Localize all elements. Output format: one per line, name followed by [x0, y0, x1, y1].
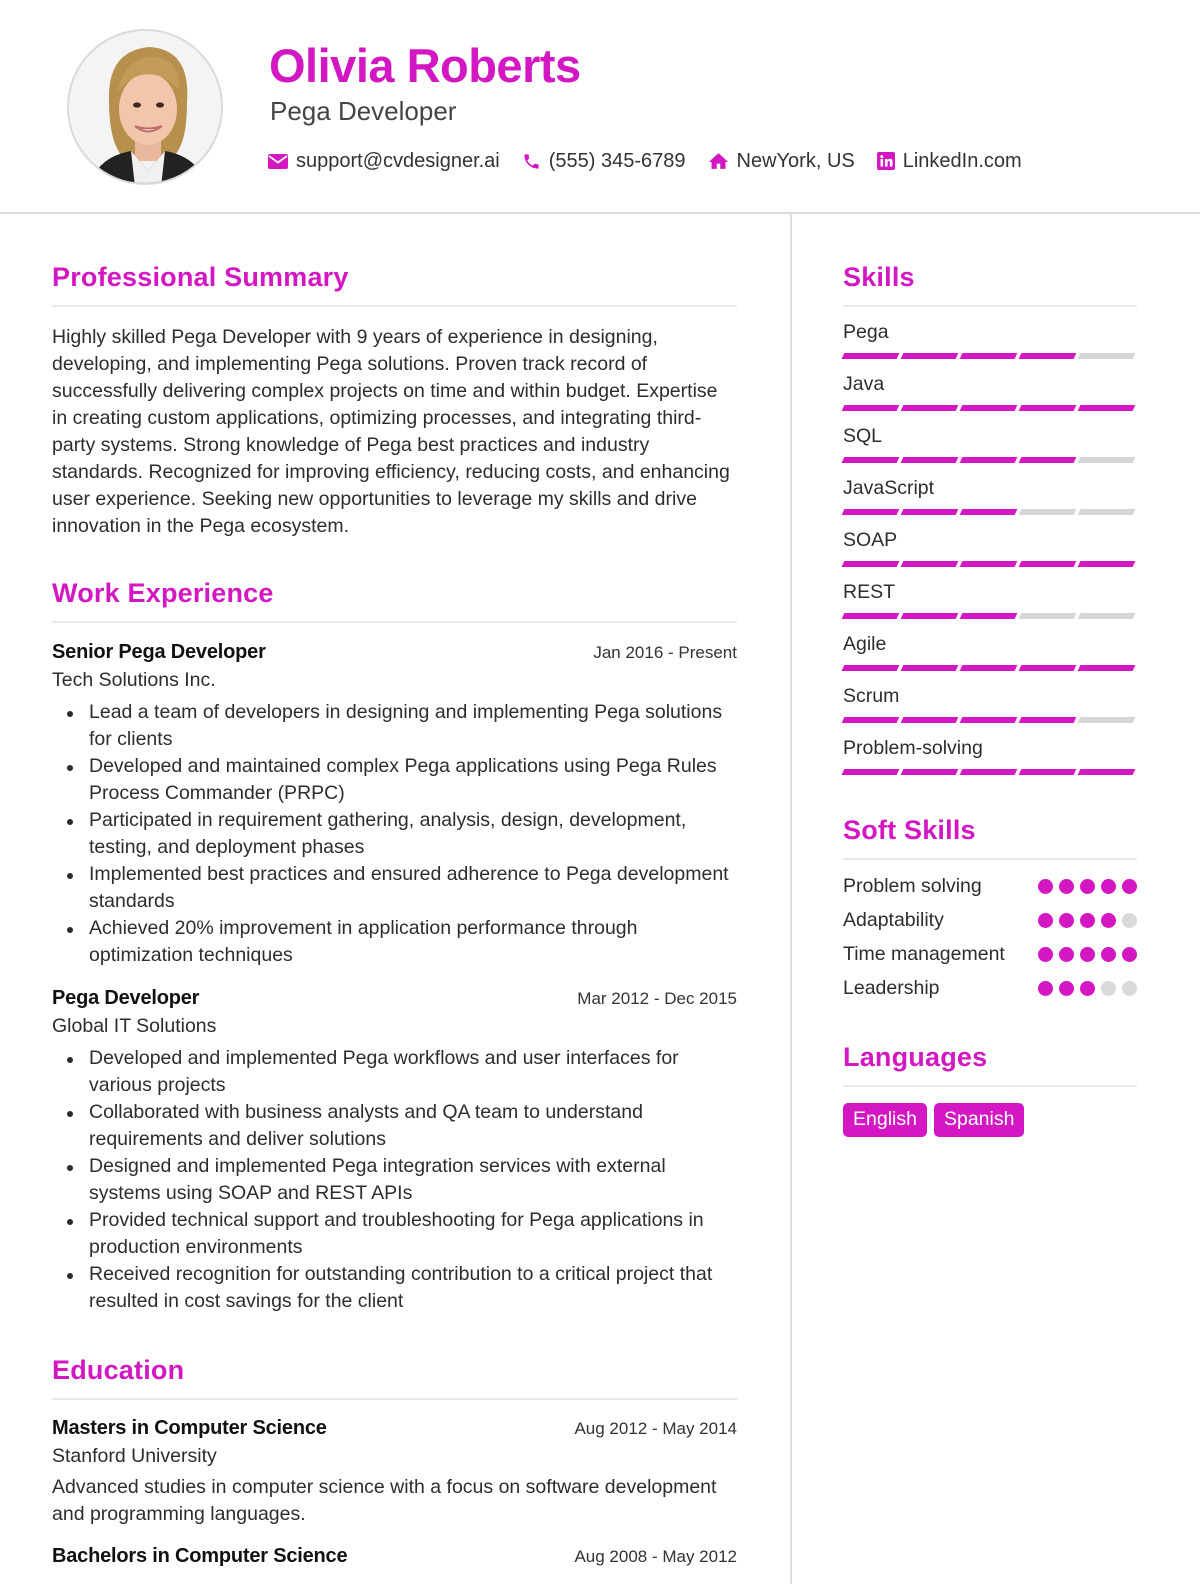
- side-column: [843, 262, 1137, 1137]
- skills-heading: Skills: [843, 262, 1137, 307]
- experience-heading: Work Experience: [52, 578, 737, 623]
- skill-level-segment: [901, 353, 959, 359]
- rating-dot: [1080, 947, 1095, 962]
- profile-photo: [69, 31, 223, 185]
- skill-level-segment: [842, 405, 900, 411]
- phone-icon: [522, 152, 541, 171]
- skill-row: [843, 477, 1137, 515]
- skill-name: JavaScript: [843, 477, 935, 499]
- rating-dot: [1122, 981, 1137, 996]
- rating-dot: [1080, 879, 1095, 894]
- rating-dot: [1122, 913, 1137, 928]
- skill-level-segment: [901, 613, 959, 619]
- skill-level-segment: [960, 613, 1018, 619]
- rating-dot: [1101, 947, 1116, 962]
- linkedin-text: LinkedIn.com: [902, 149, 1022, 172]
- rating-dot: [1080, 981, 1095, 996]
- job-bullet: Developed and implemented Pega workflows and user interfaces for various projects: [52, 1045, 737, 1099]
- skill-level-segment: [1019, 457, 1077, 463]
- contact-location: [708, 150, 855, 173]
- skill-level-segment: [960, 353, 1018, 359]
- skill-level-segment: [1019, 665, 1077, 671]
- job-bullet: Provided technical support and troubleshooting for Pega applications in production environments: [52, 1207, 737, 1261]
- skill-level-segment: [842, 561, 900, 567]
- skill-level-segment: [1078, 353, 1136, 359]
- skill-level-segment: [960, 665, 1018, 671]
- home-icon: [708, 152, 729, 170]
- skill-level-segment: [1078, 561, 1136, 567]
- languages-heading: Languages: [843, 1042, 1137, 1087]
- resume-header: [0, 0, 1200, 214]
- skill-row: [843, 373, 1137, 411]
- skill-level-segment: [1078, 613, 1136, 619]
- skill-level-segment: [1019, 769, 1077, 775]
- skills-list: [843, 321, 1137, 775]
- rating-dot: [1038, 981, 1053, 996]
- skill-level-segment: [842, 665, 900, 671]
- skill-level-segment: [1078, 509, 1136, 515]
- rating-dot: [1038, 913, 1053, 928]
- skill-level-bar: [843, 717, 1137, 723]
- soft-skill-name: Leadership: [843, 977, 940, 999]
- soft-skill-row: [843, 872, 1137, 900]
- email-text: support@cvdesigner.ai: [296, 149, 500, 172]
- job-date: Mar 2012 - Dec 2015: [577, 989, 737, 1008]
- skill-level-segment: [901, 405, 959, 411]
- skill-row: [843, 685, 1137, 723]
- skill-level-segment: [1078, 717, 1136, 723]
- soft-skill-rating: [1038, 940, 1137, 968]
- contact-phone[interactable]: [522, 150, 686, 173]
- job-bullets: [52, 1045, 737, 1315]
- summary-section: [52, 262, 737, 540]
- job-date: Jan 2016 - Present: [593, 643, 737, 662]
- soft-skill-rating: [1038, 906, 1137, 934]
- education-heading: Education: [52, 1355, 737, 1400]
- soft-skill-row: [843, 974, 1137, 1002]
- rating-dot: [1122, 947, 1137, 962]
- education-date: Aug 2012 - May 2014: [574, 1419, 737, 1438]
- skill-row: [843, 529, 1137, 567]
- soft-skill-name: Time management: [843, 943, 1005, 965]
- skill-level-segment: [842, 769, 900, 775]
- rating-dot: [1080, 913, 1095, 928]
- skill-row: [843, 425, 1137, 463]
- skill-level-segment: [960, 769, 1018, 775]
- column-divider: [790, 214, 792, 1584]
- soft-skill-rating: [1038, 872, 1137, 900]
- skill-level-segment: [960, 457, 1018, 463]
- soft-skill-row: [843, 906, 1137, 934]
- skill-level-segment: [1078, 665, 1136, 671]
- rating-dot: [1059, 879, 1074, 894]
- education-description: Advanced studies in computer science with a focus on software development and programming languages.: [52, 1476, 717, 1525]
- rating-dot: [1122, 879, 1137, 894]
- education-date: Aug 2008 - May 2012: [574, 1547, 737, 1566]
- job-bullets: [52, 699, 737, 969]
- skill-name: SQL: [843, 425, 883, 447]
- education-entry: [52, 1417, 737, 1528]
- job-company: Global IT Solutions: [52, 1015, 217, 1037]
- skill-level-segment: [842, 457, 900, 463]
- job-title: Senior Pega Developer: [52, 641, 266, 663]
- skill-row: [843, 633, 1137, 671]
- skill-level-segment: [1019, 509, 1077, 515]
- soft-skills-section: [843, 815, 1137, 1002]
- degree-title: Bachelors in Computer Science: [52, 1545, 348, 1567]
- experience-section: [52, 578, 737, 1315]
- job-bullet: Designed and implemented Pega integration services with external systems using SOAP and REST APIs: [52, 1153, 737, 1207]
- main-column: [52, 262, 737, 1568]
- job-bullet: Achieved 20% improvement in application performance through optimization techniques: [52, 915, 737, 969]
- skill-row: [843, 737, 1137, 775]
- skill-level-bar: [843, 457, 1137, 463]
- skill-level-bar: [843, 509, 1137, 515]
- language-badge: Spanish: [934, 1103, 1024, 1137]
- school-name: Stanford University: [52, 1445, 217, 1467]
- job-company: Tech Solutions Inc.: [52, 669, 216, 691]
- job-bullet: Participated in requirement gathering, analysis, design, development, testing, and deployment phases: [52, 807, 737, 861]
- education-entry: [52, 1545, 737, 1568]
- skill-level-segment: [1078, 457, 1136, 463]
- skill-level-segment: [901, 769, 959, 775]
- skill-level-segment: [842, 717, 900, 723]
- skill-level-segment: [960, 561, 1018, 567]
- soft-skills-heading: Soft Skills: [843, 815, 1137, 860]
- rating-dot: [1059, 913, 1074, 928]
- languages-section: [843, 1042, 1137, 1137]
- language-badge: English: [843, 1103, 927, 1137]
- skill-level-bar: [843, 353, 1137, 359]
- job-bullet: Implemented best practices and ensured adherence to Pega development standards: [52, 861, 737, 915]
- contact-list: [268, 147, 1022, 175]
- contact-linkedin[interactable]: [877, 150, 1022, 173]
- job-bullet: Developed and maintained complex Pega applications using Pega Rules Process Commander (PRPC): [52, 753, 737, 807]
- skill-level-bar: [843, 769, 1137, 775]
- skill-level-segment: [1019, 561, 1077, 567]
- skill-level-segment: [1078, 769, 1136, 775]
- rating-dot: [1101, 913, 1116, 928]
- skill-level-segment: [960, 509, 1018, 515]
- skill-level-segment: [1019, 353, 1077, 359]
- languages-list: [843, 1103, 1137, 1137]
- skill-level-segment: [842, 509, 900, 515]
- skill-name: SOAP: [843, 529, 898, 551]
- skill-level-segment: [1019, 613, 1077, 619]
- rating-dot: [1038, 879, 1053, 894]
- skill-level-segment: [842, 353, 900, 359]
- skill-level-segment: [901, 665, 959, 671]
- degree-title: Masters in Computer Science: [52, 1417, 327, 1439]
- soft-skill-rating: [1038, 974, 1137, 1002]
- skill-level-bar: [843, 405, 1137, 411]
- skill-level-bar: [843, 561, 1137, 567]
- rating-dot: [1101, 981, 1116, 996]
- location-text: NewYork, US: [736, 149, 855, 172]
- envelope-icon: [268, 154, 288, 169]
- phone-text: (555) 345-6789: [548, 149, 686, 172]
- soft-skill-row: [843, 940, 1137, 968]
- job-entry: [52, 987, 737, 1315]
- soft-skill-name: Problem solving: [843, 875, 982, 897]
- skill-level-segment: [960, 717, 1018, 723]
- avatar: [67, 29, 223, 185]
- candidate-title: Pega Developer: [270, 96, 457, 126]
- linkedin-icon: [877, 152, 895, 170]
- job-bullet: Lead a team of developers in designing and implementing Pega solutions for clients: [52, 699, 737, 753]
- skill-level-segment: [901, 717, 959, 723]
- skill-level-bar: [843, 665, 1137, 671]
- skill-level-segment: [1019, 717, 1077, 723]
- skill-level-segment: [901, 561, 959, 567]
- rating-dot: [1038, 947, 1053, 962]
- job-entry: [52, 641, 737, 969]
- rating-dot: [1059, 981, 1074, 996]
- soft-skill-name: Adaptability: [843, 909, 944, 931]
- skill-level-bar: [843, 613, 1137, 619]
- summary-heading: Professional Summary: [52, 262, 737, 307]
- skill-level-segment: [1019, 405, 1077, 411]
- contact-email[interactable]: [268, 150, 500, 173]
- soft-skills-list: [843, 872, 1137, 1002]
- skill-level-segment: [1078, 405, 1136, 411]
- skill-level-segment: [901, 457, 959, 463]
- skill-name: Scrum: [843, 685, 900, 707]
- skills-section: [843, 262, 1137, 775]
- skill-level-segment: [960, 405, 1018, 411]
- job-title: Pega Developer: [52, 987, 200, 1009]
- summary-text: Highly skilled Pega Developer with 9 years of experience in designing, developing, and implementing Pega solutions. Proven track record of successfully delivering complex projects on time and within budget. Expertise in creating custom applications, optimizing processes, and integrating third-party systems. Strong knowledge of Pega best practices and industry standards. Recognized for improving efficiency, reducing costs, and enhancing user experience. Seeking new opportunities to leverage my skills and drive innovation in the Pega ecosystem.: [52, 326, 730, 537]
- rating-dot: [1101, 879, 1116, 894]
- skill-row: [843, 321, 1137, 359]
- skill-row: [843, 581, 1137, 619]
- skill-name: Agile: [843, 633, 887, 655]
- job-bullet: Received recognition for outstanding contribution to a critical project that resulted in cost savings for the client: [52, 1261, 737, 1315]
- skill-name: REST: [843, 581, 896, 603]
- rating-dot: [1059, 947, 1074, 962]
- skill-level-segment: [901, 509, 959, 515]
- job-bullet: Collaborated with business analysts and QA team to understand requirements and deliver solutions: [52, 1099, 737, 1153]
- skill-name: Pega: [843, 321, 889, 343]
- skill-name: Java: [843, 373, 885, 395]
- candidate-name: Olivia Roberts: [269, 39, 581, 92]
- skill-name: Problem-solving: [843, 737, 983, 759]
- education-section: [52, 1355, 737, 1568]
- skill-level-segment: [842, 613, 900, 619]
